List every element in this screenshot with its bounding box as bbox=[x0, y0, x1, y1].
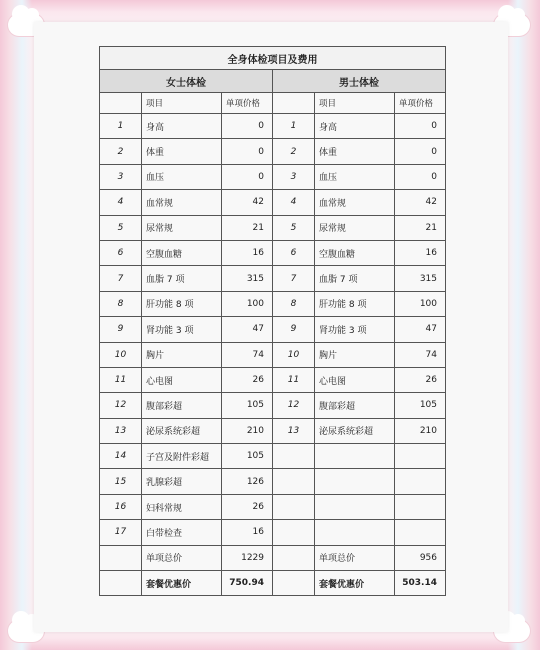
women-row-number: 8 bbox=[100, 291, 142, 316]
women-row-item: 身高 bbox=[142, 114, 222, 139]
price-table bbox=[99, 46, 446, 596]
table-row bbox=[100, 139, 446, 164]
men-row-number: 7 bbox=[273, 266, 315, 291]
men-row-price: 0 bbox=[395, 114, 446, 139]
women-package-value: 750.94 bbox=[222, 571, 273, 596]
women-price-header: 单项价格 bbox=[222, 93, 273, 114]
women-row-number: 3 bbox=[100, 164, 142, 189]
women-row-number: 11 bbox=[100, 367, 142, 392]
men-row-number: 2 bbox=[273, 139, 315, 164]
women-row-price: 100 bbox=[222, 291, 273, 316]
men-row-item bbox=[315, 469, 395, 494]
men-row-number: 1 bbox=[273, 114, 315, 139]
men-row-number bbox=[273, 469, 315, 494]
table-row bbox=[100, 266, 446, 291]
table-row bbox=[100, 190, 446, 215]
women-row-price: 315 bbox=[222, 266, 273, 291]
women-row-price: 0 bbox=[222, 164, 273, 189]
table-row bbox=[100, 444, 446, 469]
men-row-item: 血压 bbox=[315, 164, 395, 189]
men-row-number: 5 bbox=[273, 215, 315, 240]
table-row bbox=[100, 393, 446, 418]
table-row bbox=[100, 164, 446, 189]
women-no-header bbox=[100, 93, 142, 114]
women-row-item: 肝功能 8 项 bbox=[142, 291, 222, 316]
women-row-number: 13 bbox=[100, 418, 142, 443]
men-row-price bbox=[395, 444, 446, 469]
women-row-price: 47 bbox=[222, 317, 273, 342]
women-row-item: 空腹血糖 bbox=[142, 240, 222, 265]
women-row-price: 0 bbox=[222, 139, 273, 164]
men-row-item: 空腹血糖 bbox=[315, 240, 395, 265]
men-row-price: 0 bbox=[395, 139, 446, 164]
men-row-price bbox=[395, 520, 446, 545]
men-row-price: 42 bbox=[395, 190, 446, 215]
men-row-price bbox=[395, 494, 446, 519]
table-row bbox=[100, 317, 446, 342]
women-row-number: 14 bbox=[100, 444, 142, 469]
men-row-item: 腹部彩超 bbox=[315, 393, 395, 418]
men-row-item bbox=[315, 520, 395, 545]
table-row bbox=[100, 494, 446, 519]
women-row-number: 16 bbox=[100, 494, 142, 519]
men-row-price: 315 bbox=[395, 266, 446, 291]
women-row-item: 血脂 7 项 bbox=[142, 266, 222, 291]
women-row-item: 体重 bbox=[142, 139, 222, 164]
document-page bbox=[34, 22, 508, 632]
women-row-price: 42 bbox=[222, 190, 273, 215]
table-row bbox=[100, 215, 446, 240]
men-row-item: 泌尿系统彩超 bbox=[315, 418, 395, 443]
table-row bbox=[100, 240, 446, 265]
men-item-header: 项目 bbox=[315, 93, 395, 114]
men-package-blank bbox=[273, 571, 315, 596]
table-row bbox=[100, 342, 446, 367]
package-row bbox=[100, 571, 446, 596]
men-row-number: 11 bbox=[273, 367, 315, 392]
women-row-price: 16 bbox=[222, 240, 273, 265]
men-row-number: 3 bbox=[273, 164, 315, 189]
men-package-value: 503.14 bbox=[395, 571, 446, 596]
men-row-number: 6 bbox=[273, 240, 315, 265]
men-row-price bbox=[395, 469, 446, 494]
women-row-price: 126 bbox=[222, 469, 273, 494]
men-row-number: 8 bbox=[273, 291, 315, 316]
women-row-item: 白带检查 bbox=[142, 520, 222, 545]
men-row-item: 体重 bbox=[315, 139, 395, 164]
men-row-price: 210 bbox=[395, 418, 446, 443]
women-row-number: 6 bbox=[100, 240, 142, 265]
women-row-number: 9 bbox=[100, 317, 142, 342]
men-row-item: 肝功能 8 项 bbox=[315, 291, 395, 316]
women-row-item: 血常规 bbox=[142, 190, 222, 215]
women-row-number: 17 bbox=[100, 520, 142, 545]
men-section-title: 男士体检 bbox=[273, 70, 446, 93]
women-row-item: 尿常规 bbox=[142, 215, 222, 240]
table-row bbox=[100, 418, 446, 443]
women-total-blank bbox=[100, 545, 142, 570]
women-row-item: 妇科常规 bbox=[142, 494, 222, 519]
men-row-number: 4 bbox=[273, 190, 315, 215]
table-row bbox=[100, 367, 446, 392]
women-row-number: 5 bbox=[100, 215, 142, 240]
men-row-item: 胸片 bbox=[315, 342, 395, 367]
men-price-header: 单项价格 bbox=[395, 93, 446, 114]
men-row-item: 尿常规 bbox=[315, 215, 395, 240]
women-row-price: 105 bbox=[222, 444, 273, 469]
men-row-item bbox=[315, 494, 395, 519]
women-row-item: 胸片 bbox=[142, 342, 222, 367]
table-row bbox=[100, 114, 446, 139]
table-row bbox=[100, 291, 446, 316]
men-package-label: 套餐优惠价 bbox=[315, 571, 395, 596]
men-row-price: 74 bbox=[395, 342, 446, 367]
men-row-item bbox=[315, 444, 395, 469]
men-total-blank bbox=[273, 545, 315, 570]
women-total-label: 单项总价 bbox=[142, 545, 222, 570]
men-no-header bbox=[273, 93, 315, 114]
men-row-number: 13 bbox=[273, 418, 315, 443]
women-item-header: 项目 bbox=[142, 93, 222, 114]
men-total-value: 956 bbox=[395, 545, 446, 570]
women-row-item: 肾功能 3 项 bbox=[142, 317, 222, 342]
men-row-item: 心电图 bbox=[315, 367, 395, 392]
men-row-price: 100 bbox=[395, 291, 446, 316]
women-row-price: 0 bbox=[222, 114, 273, 139]
men-row-number: 10 bbox=[273, 342, 315, 367]
men-row-price: 0 bbox=[395, 164, 446, 189]
women-row-item: 泌尿系统彩超 bbox=[142, 418, 222, 443]
men-row-price: 21 bbox=[395, 215, 446, 240]
women-row-number: 10 bbox=[100, 342, 142, 367]
men-row-number: 9 bbox=[273, 317, 315, 342]
women-row-item: 乳腺彩超 bbox=[142, 469, 222, 494]
men-row-price: 26 bbox=[395, 367, 446, 392]
total-row bbox=[100, 545, 446, 570]
men-row-item: 血常规 bbox=[315, 190, 395, 215]
women-row-price: 74 bbox=[222, 342, 273, 367]
men-row-item: 肾功能 3 项 bbox=[315, 317, 395, 342]
table-title: 全身体检项目及费用 bbox=[100, 47, 446, 70]
women-section-title: 女士体检 bbox=[100, 70, 273, 93]
men-row-number bbox=[273, 494, 315, 519]
women-row-price: 105 bbox=[222, 393, 273, 418]
women-total-value: 1229 bbox=[222, 545, 273, 570]
women-row-item: 心电图 bbox=[142, 367, 222, 392]
table-row bbox=[100, 520, 446, 545]
women-row-item: 血压 bbox=[142, 164, 222, 189]
women-row-number: 7 bbox=[100, 266, 142, 291]
women-row-number: 15 bbox=[100, 469, 142, 494]
women-row-price: 16 bbox=[222, 520, 273, 545]
men-total-label: 单项总价 bbox=[315, 545, 395, 570]
women-row-price: 26 bbox=[222, 367, 273, 392]
men-row-item: 血脂 7 项 bbox=[315, 266, 395, 291]
women-row-price: 26 bbox=[222, 494, 273, 519]
men-row-price: 47 bbox=[395, 317, 446, 342]
men-row-price: 16 bbox=[395, 240, 446, 265]
men-row-number bbox=[273, 444, 315, 469]
women-row-item: 子宫及附件彩超 bbox=[142, 444, 222, 469]
women-row-number: 1 bbox=[100, 114, 142, 139]
women-package-blank bbox=[100, 571, 142, 596]
women-row-number: 12 bbox=[100, 393, 142, 418]
men-row-item: 身高 bbox=[315, 114, 395, 139]
women-row-price: 210 bbox=[222, 418, 273, 443]
women-row-item: 腹部彩超 bbox=[142, 393, 222, 418]
women-package-label: 套餐优惠价 bbox=[142, 571, 222, 596]
men-row-number: 12 bbox=[273, 393, 315, 418]
women-row-number: 4 bbox=[100, 190, 142, 215]
men-row-number bbox=[273, 520, 315, 545]
table-row bbox=[100, 469, 446, 494]
women-row-price: 21 bbox=[222, 215, 273, 240]
men-row-price: 105 bbox=[395, 393, 446, 418]
women-row-number: 2 bbox=[100, 139, 142, 164]
